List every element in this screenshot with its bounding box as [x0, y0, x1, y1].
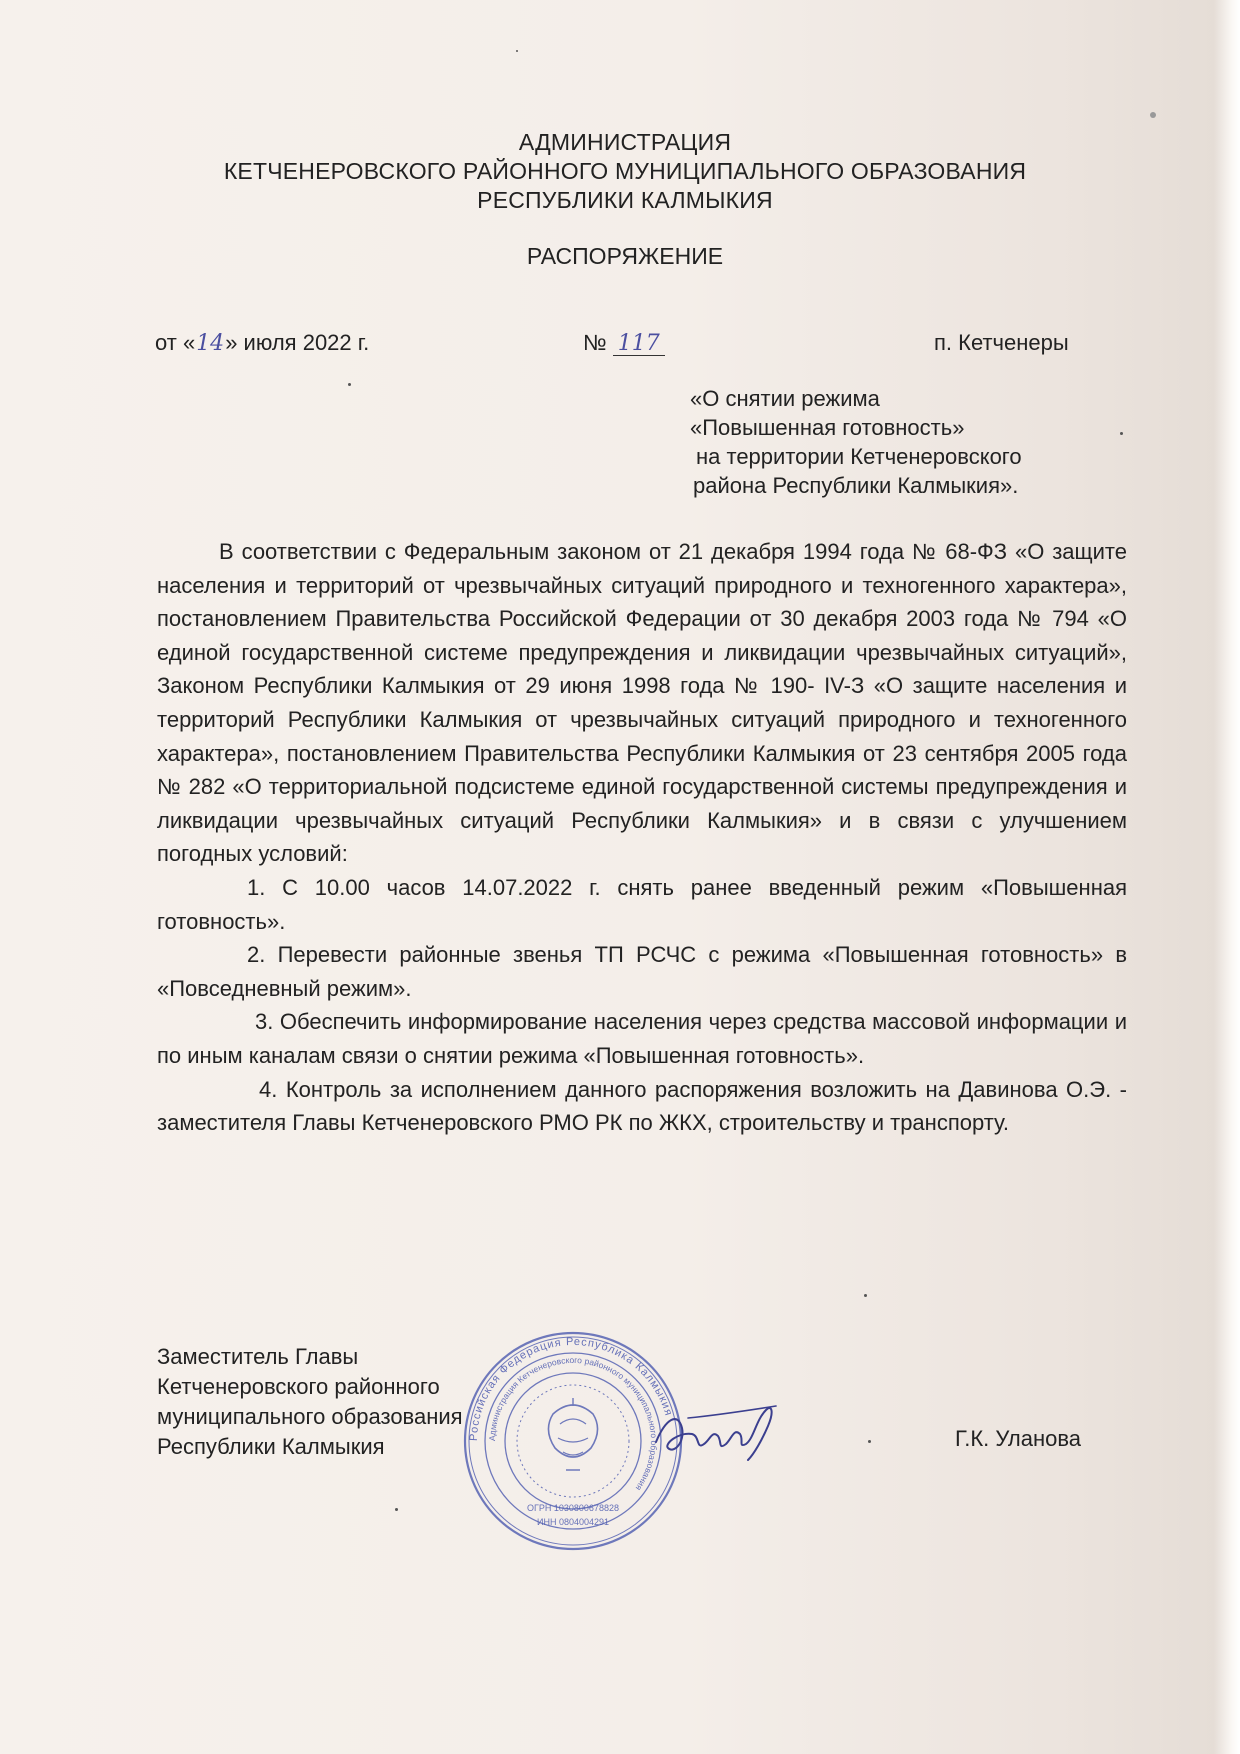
order-item-4: 4. Контроль за исполнением данного распоряжения возложить на Давинова О.Э. - заместителя Главы Кетченеровского РМО РК по ЖКХ, строительству и транспорту.	[157, 1076, 1127, 1136]
signatory-title-line-1: Заместитель Главы	[157, 1344, 359, 1369]
order-item-3: 3. Обеспечить информирование населения через средства массовой информации и по иным каналам связи о снятии режима «Повышенная готовность».	[157, 1009, 1127, 1068]
document-date	[155, 330, 369, 356]
stamp-inner-text: Администрация Кетченеровского районного муниципального образования	[486, 1354, 660, 1493]
scan-speck	[348, 383, 351, 386]
subject-line-1: «О снятии режима	[690, 386, 880, 411]
number-label: №	[583, 330, 607, 355]
document-place: п. Кетченеры	[934, 330, 1069, 355]
header-line-3: РЕСПУБЛИКИ КАЛМЫКИЯ	[477, 187, 773, 213]
stamp-outer-text: Российская Федерация Республика Калмыкия	[467, 1335, 675, 1442]
preamble-paragraph: В соответствии с Федеральным законом от 21 декабря 1994 года № 68-ФЗ «О защите населения и территорий от чрезвычайных ситуаций природного и техногенного характера», постановлением Правительства Российской Федерации от 30 декабря 2003 года № 794 «О единой государственной системе предупреждения и ликвидации чрезвычайных ситуаций», Законом Республики Калмыкия от 29 июня 1998 года № 190- IV-З «О защите населения и территорий Республики Калмыкия от чрезвычайных ситуаций природного и техногенного характера», постановлением Правительства Республики Калмыкия от 23 сентября 2005 года № 282 «О территориальной подсистеме единой государственной системы предупреждения и ликвидации чрезвычайных ситуаций Республики Калмыкия» и в связи с улучшением погодных условий:	[157, 539, 1127, 867]
subject-line-3: на территории Кетченеровского	[696, 444, 1022, 469]
signatory-name: Г.К. Уланова	[955, 1426, 1082, 1451]
signatory-title	[157, 1342, 463, 1462]
date-day-handwritten: 14	[196, 331, 225, 356]
signatory-title-line-3: муниципального образования	[157, 1404, 463, 1429]
order-item-1: 1. С 10.00 часов 14.07.2022 г. снять ранее введенный режим «Повышенная готовность».	[157, 874, 1127, 934]
document-subject	[690, 384, 1022, 500]
scan-speck	[395, 1508, 398, 1511]
subject-line-4: района Республики Калмыкия».	[693, 473, 1019, 498]
scan-speck	[1150, 112, 1156, 118]
date-suffix: » июля 2022 г.	[225, 330, 370, 355]
stamp-ogrn-text: ОГРН 1030800678828	[527, 1503, 619, 1513]
organization-header	[140, 128, 1110, 215]
header-line-2: КЕТЧЕНЕРОВСКОГО РАЙОННОГО МУНИЦИПАЛЬНОГО ОБРАЗОВАНИЯ	[223, 158, 1027, 184]
scan-speck	[516, 50, 518, 52]
subject-line-2: «Повышенная готовность»	[690, 415, 965, 440]
document-body	[157, 535, 1127, 1140]
document-type-title: РАСПОРЯЖЕНИЕ	[526, 243, 724, 269]
date-prefix: от «	[155, 330, 196, 355]
signatory-title-line-2: Кетченеровского районного	[157, 1374, 440, 1399]
handwritten-signature-icon	[648, 1398, 788, 1470]
scan-speck	[864, 1294, 867, 1297]
page-edge-shading	[1214, 0, 1240, 1754]
scan-speck	[1120, 432, 1123, 435]
order-item-2: 2. Перевести районные звенья ТП РСЧС с режима «Повышенная готовность» в «Повседневный режим».	[157, 942, 1127, 1001]
scan-speck	[868, 1440, 871, 1443]
number-handwritten: 117	[613, 333, 665, 356]
signatory-title-line-4: Республики Калмыкия	[157, 1434, 385, 1459]
header-line-1: АДМИНИСТРАЦИЯ	[518, 129, 732, 155]
stamp-inn-text: ИНН 0804004291	[536, 1517, 610, 1527]
document-number	[583, 330, 665, 356]
